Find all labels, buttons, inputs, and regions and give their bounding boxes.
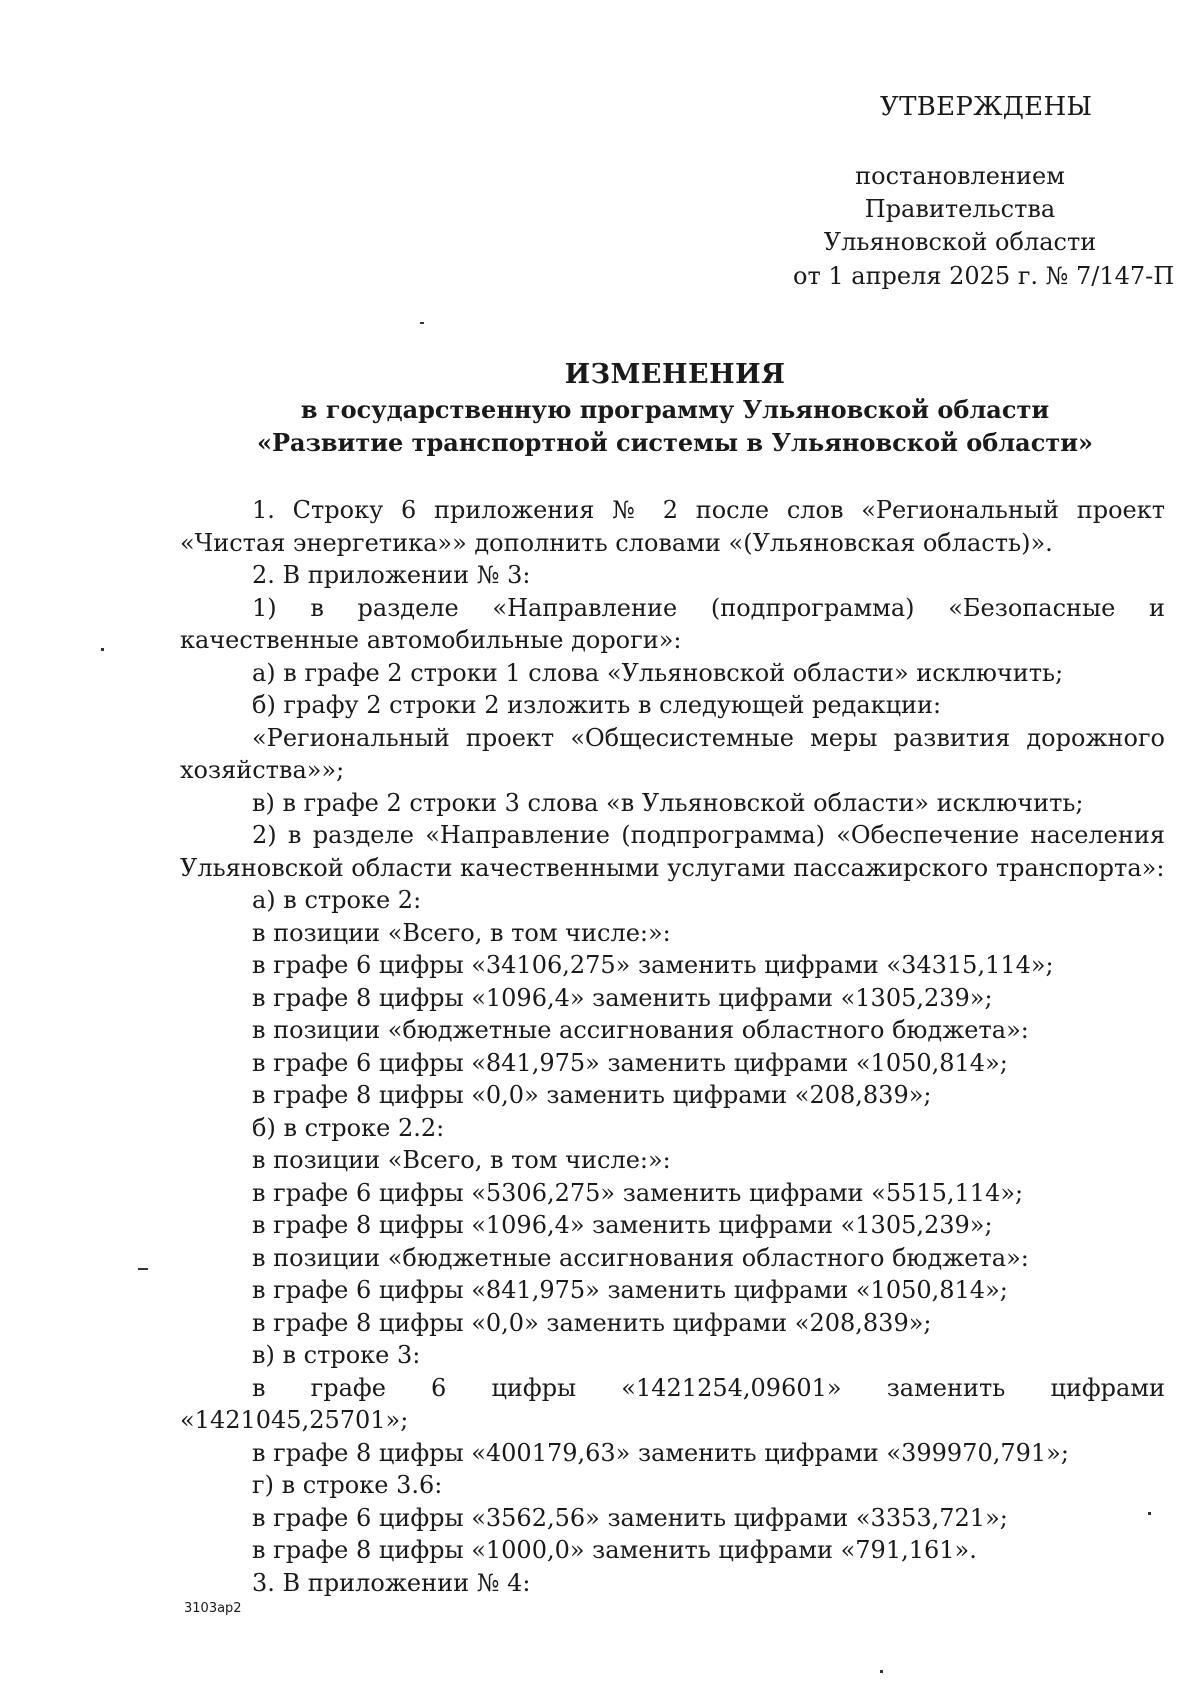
decree-line-1: постановлением Правительства bbox=[855, 162, 1065, 223]
paragraph: 2) в разделе «Направление (подпрограмма) «Обеспечение населения Ульяновской области качественными услугами пассажирского транспорта»: bbox=[180, 821, 1165, 882]
paragraph: в) в графе 2 строки 3 слова «в Ульяновской области» исключить; bbox=[252, 788, 1084, 817]
paragraph: в позиции «Всего, в том числе:»: bbox=[252, 1146, 671, 1174]
paragraph: г) в строке 3.6: bbox=[252, 1471, 443, 1499]
paragraph: в графе 6 цифры «3562,56» заменить цифрами «3353,721»; bbox=[252, 1503, 1008, 1532]
paragraph: в графе 8 цифры «400179,63» заменить цифрами «399970,791»; bbox=[252, 1438, 1069, 1467]
paragraph: 1) в разделе «Направление (подпрограмма) «Безопасные и качественные автомобильные дороги»: bbox=[180, 593, 1165, 654]
paragraph: 1. Строку 6 приложения № 2 после слов «Региональный проект «Чистая энергетика»» дополнить словами «(Ульяновская область)». bbox=[180, 496, 1165, 557]
scan-speck bbox=[880, 1670, 883, 1673]
decree-line-2: Ульяновской области bbox=[823, 228, 1097, 256]
title-line-2: в государственную программу Ульяновской области bbox=[300, 395, 1050, 424]
paragraph: а) в строке 2: bbox=[252, 886, 422, 914]
scan-speck bbox=[138, 1268, 148, 1270]
paragraph: в графе 6 цифры «5306,275» заменить цифрами «5515,114»; bbox=[252, 1178, 1024, 1207]
scan-speck bbox=[101, 648, 104, 651]
paragraph: «Региональный проект «Общесистемные меры развития дорожного хозяйства»»; bbox=[180, 723, 1165, 784]
approval-stamp-heading: УТВЕРЖДЕНЫ bbox=[880, 92, 1093, 122]
paragraph: в графе 8 цифры «1096,4» заменить цифрами «1305,239»; bbox=[252, 983, 993, 1012]
title-main: ИЗМЕНЕНИЯ bbox=[564, 359, 786, 390]
decree-reference bbox=[760, 160, 1160, 259]
paragraph: 2. В приложении № 3: bbox=[252, 561, 531, 589]
scan-speck bbox=[1148, 1512, 1151, 1515]
paragraph: в графе 6 цифры «841,975» заменить цифрами «1050,814»; bbox=[252, 1276, 1008, 1304]
paragraph: б) графу 2 строки 2 изложить в следующей редакции: bbox=[252, 691, 942, 719]
paragraph: а) в графе 2 строки 1 слова «Ульяновской области» исключить; bbox=[252, 658, 1064, 687]
paragraph: в позиции «бюджетные ассигнования областного бюджета»: bbox=[252, 1243, 1029, 1272]
paragraph: в) в строке 3: bbox=[252, 1341, 421, 1369]
document-body bbox=[180, 494, 1165, 1599]
title-line-3: «Развитие транспортной системы в Ульяновской области» bbox=[256, 428, 1094, 457]
paragraph: в позиции «Всего, в том числе:»: bbox=[252, 918, 671, 947]
paragraph: в графе 8 цифры «1000,0» заменить цифрами «791,161». bbox=[252, 1536, 977, 1564]
paragraph: в графе 6 цифры «841,975» заменить цифрами «1050,814»; bbox=[252, 1048, 1008, 1077]
paragraph: 3. В приложении № 4: bbox=[252, 1568, 531, 1597]
decree-date: от 1 апреля 2025 г. № 7/147-П bbox=[793, 262, 1175, 290]
paragraph: в графе 6 цифры «1421254,09601» заменить цифрами «1421045,25701»; bbox=[180, 1373, 1165, 1434]
paragraph: в графе 8 цифры «1096,4» заменить цифрами «1305,239»; bbox=[252, 1211, 993, 1239]
paragraph: в графе 6 цифры «34106,275» заменить цифрами «34315,114»; bbox=[252, 951, 1054, 979]
paragraph: в графе 8 цифры «0,0» заменить цифрами «208,839»; bbox=[252, 1308, 932, 1337]
document-code: 3103ар2 bbox=[184, 1601, 242, 1616]
paragraph: в графе 8 цифры «0,0» заменить цифрами «208,839»; bbox=[252, 1081, 932, 1109]
document-title bbox=[190, 357, 1160, 459]
scan-speck bbox=[420, 322, 424, 324]
paragraph: б) в строке 2.2: bbox=[252, 1113, 445, 1142]
paragraph: в позиции «бюджетные ассигнования областного бюджета»: bbox=[252, 1016, 1029, 1044]
